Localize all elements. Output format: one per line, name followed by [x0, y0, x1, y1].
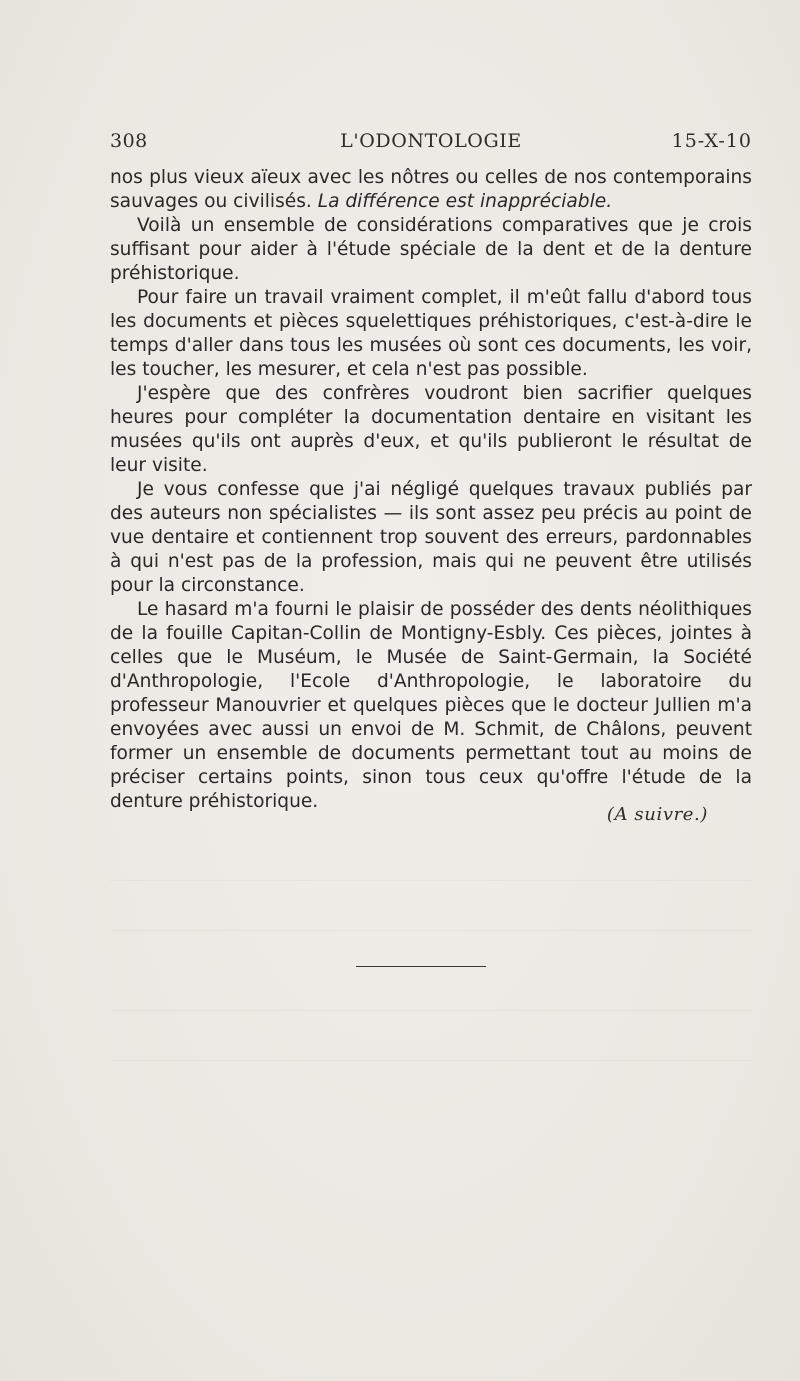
journal-title: L'ODONTOLOGIE [340, 130, 522, 152]
show-through-line [110, 1010, 752, 1011]
page-number: 308 [110, 130, 148, 152]
paragraph-6: Le hasard m'a fourni le plaisir de posséder des dents néolithiques de la fouille Capitan-Collin de Montigny-Esbly. Ces pièces, jointes à celles que le Muséum, le Musée de Saint-Germain, la Société d'Anthropologie, l'Ecole d'Anthropologie, le laboratoire du professeur Manouvrier et quelques pièces que le docteur Jullien m'a envoyées avec aussi un envoi de M. Schmit, de Châlons, peuvent former un ensemble de documents permettant tout au moins de préciser certains points, sinon tous ceux qu'offre l'étude de la denture préhistorique. [110, 599, 752, 812]
paragraph-5: Je vous confesse que j'ai négligé quelques travaux publiés par des auteurs non spécialistes — ils sont assez peu précis au point de vue dentaire et contiennent trop souvent des erreurs, pardonnables à qui n'est pas de la profession, mais qui ne peuvent être utilisés pour la circonstance. [110, 479, 752, 596]
article-body [110, 166, 752, 814]
show-through-line [110, 1060, 752, 1061]
section-end-rule [356, 966, 486, 967]
paragraph-1-emphasis: La différence est inappréciable. [317, 191, 613, 212]
to-be-continued: (A suivre.) [606, 804, 708, 825]
paragraph-4: J'espère que des confrères voudront bien sacrifier quelques heures pour compléter la documentation dentaire en visitant les musées qu'ils ont auprès d'eux, et qu'ils publieront le résultat de leur visite. [110, 383, 752, 476]
show-through-line [110, 880, 752, 881]
running-head [110, 130, 752, 160]
issue-date: 15-X-10 [671, 130, 752, 152]
paragraph-1 [110, 166, 752, 214]
show-through-line [110, 930, 752, 931]
paragraph-3: Pour faire un travail vraiment complet, il m'eût fallu d'abord tous les documents et pièces squelettiques préhistoriques, c'est-à-dire le temps d'aller dans tous les musées où sont ces documents, les voir, les toucher, les mesurer, et cela n'est pas possible. [110, 287, 752, 380]
paragraph-2: Voilà un ensemble de considérations comparatives que je crois suffisant pour aider à l'étude spéciale de la dent et de la denture préhistorique. [110, 215, 752, 284]
paragraph-1-text: nos plus vieux aïeux avec les nôtres ou celles de nos contemporains sauvages ou civilisés. [110, 167, 752, 212]
